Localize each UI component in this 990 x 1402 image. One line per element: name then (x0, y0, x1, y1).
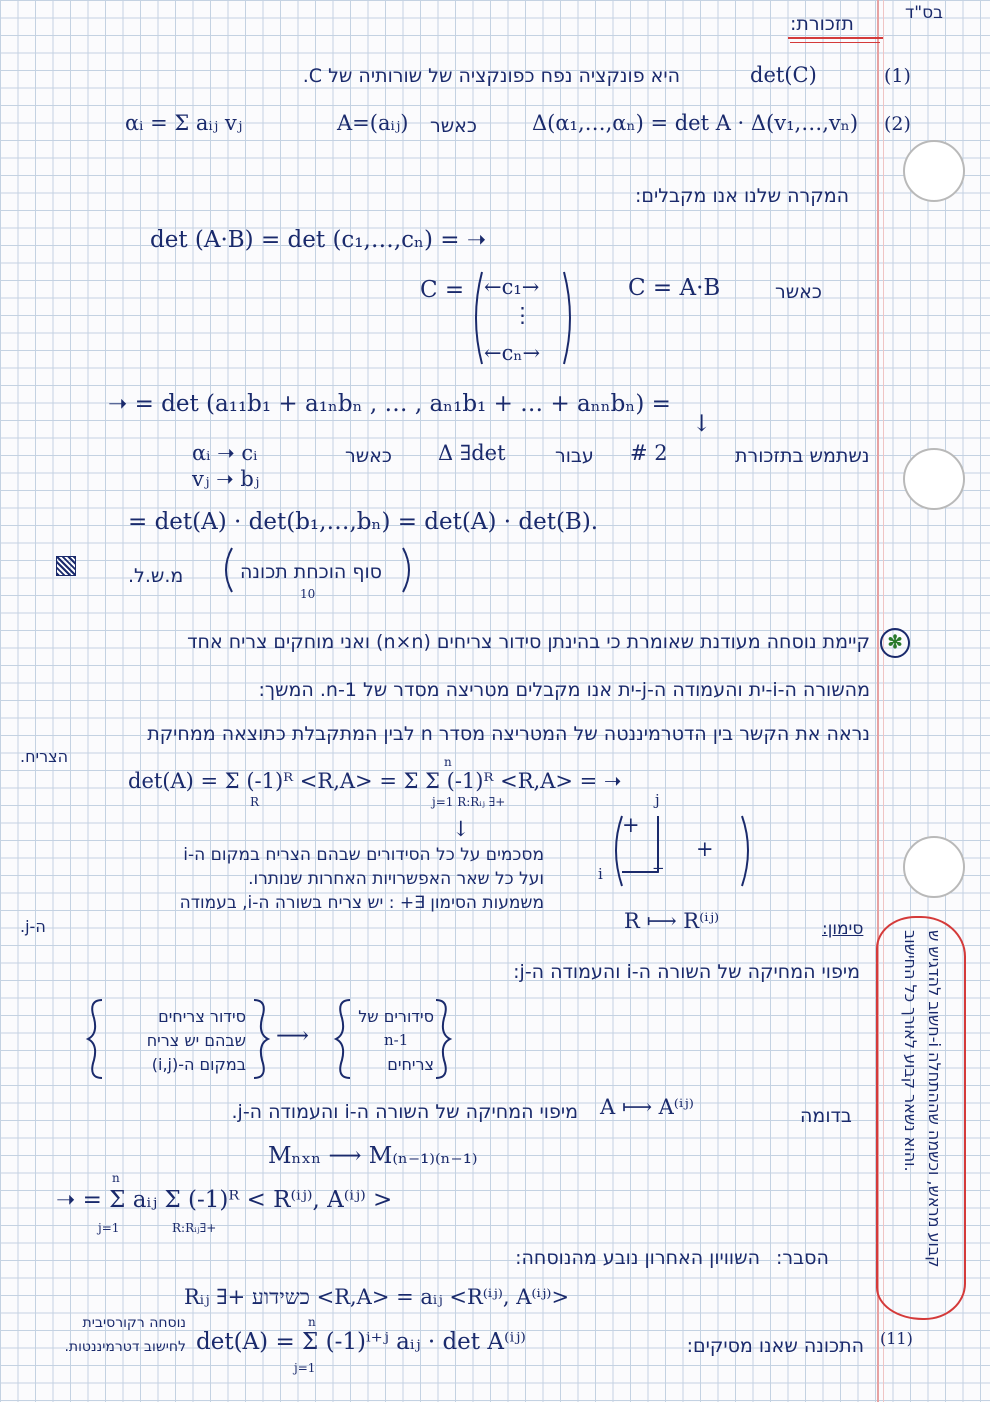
math-expression: det(C) (750, 63, 817, 87)
sum-subscript: R:Rᵢⱼ∃+ (172, 1221, 217, 1235)
paragraph-line: נראה את הקשר בין הדטרמיננטה של המטריצה מסדר n לבין המתקבלת כתוצאה ממחיקת (147, 723, 870, 745)
case-intro: המקרה שלנו אנו מקבלים: (635, 185, 850, 207)
notation-map: R ⟼ R⁽ⁱʲ⁾ (624, 909, 720, 933)
explanation-line: ה-j. (20, 917, 46, 936)
set-right-line: n-1 (384, 1031, 409, 1049)
item-number: (1) (884, 65, 911, 87)
matrix-index: j (655, 791, 660, 809)
paragraph-line: הצריח. (20, 747, 69, 766)
matrix-lhs: C = (420, 277, 465, 303)
reference: # 2 (630, 441, 668, 465)
down-arrow: ↓ (692, 411, 712, 437)
end-proof-number: 10 (300, 587, 316, 601)
explanation-line: משמעות הסימון ∃+ : יש צריח בשורה ה-i, בעמודה (179, 893, 544, 913)
item-text: התכונה שאנו מסיקים: (686, 1335, 864, 1357)
similar-label: בדומה (800, 1105, 852, 1127)
set-arrow: ⟶ (276, 1023, 309, 1049)
mapping: vⱼ ➝ bⱼ (192, 467, 260, 491)
sum-subscript: j=1 (294, 1361, 316, 1375)
sum-superscript: n (308, 1315, 316, 1329)
matrix-row: ←c₁→ (484, 275, 540, 299)
paragraph-line: מהשורה ה-i-ית והעמודה ה-j-ית אנו מקבלים מטריצה מסדר של n-1. המשך: (258, 679, 870, 701)
matrix-row: ←cₙ→ (484, 341, 541, 365)
matrix-sign: + (622, 813, 640, 837)
qed-text: מ.ש.ל. (128, 565, 184, 587)
down-arrow: ↓ (452, 817, 470, 841)
recursive-note: נוסחה רקורסיבית (82, 1315, 186, 1331)
text-use-reminder: נשתמש בתזכורת (735, 445, 870, 467)
math-formula: Δ(α₁,…,αₙ) = det A · Δ(v₁,…,vₙ) (532, 111, 859, 135)
paragraph-line: קיימת נוסחה מעודנת שאומרת כי בהינתן סידור צריחים (n×n) ואני מוחקים צריח אחד (187, 631, 870, 653)
connector-word: כאשר (430, 115, 477, 137)
equation: ➝ = det (a₁₁b₁ + a₁ₙbₙ , … , aₙ₁b₁ + … + aₙₙbₙ) = (108, 391, 671, 417)
equation: det(A) = Σ (-1)ᴿ <R,A> = Σ Σ (-1)ᴿ <R,A> = ➝ (128, 769, 622, 793)
explain-label: הסבר: (776, 1247, 829, 1269)
math-definition: C = A·B (628, 275, 721, 301)
heading-underline (788, 37, 883, 39)
item-number: (2) (884, 113, 911, 135)
mapping: αᵢ ➝ cᵢ (192, 441, 258, 465)
sum-superscript: n (112, 1171, 120, 1185)
equation: Rᵢⱼ ∃+ כשידוע <R,A> = aᵢⱼ <R⁽ⁱʲ⁾, A⁽ⁱʲ⁾> (184, 1285, 570, 1309)
qed-box-icon (56, 556, 76, 576)
sum-subscript: j=1 R:Rᵢⱼ ∃+ (432, 795, 506, 809)
notation-label: סימון: (822, 919, 864, 939)
similar-text: מיפוי המחיקה של השורה ה-i והעמודה ה-j. (231, 1101, 578, 1123)
binder-hole (903, 836, 965, 898)
set-left-line: שבהם יש צריח (146, 1031, 246, 1050)
equation: ➝ = Σ aᵢⱼ Σ (-1)ᴿ < R⁽ⁱʲ⁾, A⁽ⁱʲ⁾ > (56, 1187, 393, 1213)
explain-text: השוויון האחרון נובע מהנוסחה: (515, 1247, 760, 1269)
item-number: (11) (880, 1329, 913, 1348)
set-left-line: סידור צריחים (158, 1007, 246, 1026)
set-right-line: סידורים של (358, 1007, 434, 1026)
binder-hole (903, 140, 965, 202)
margin-note-text: חשוב להדגיש ש-i קבוע מראש, וכשמה שההתחלה והוא נשאר קבוע לאורך כל החישוב. (901, 930, 944, 1268)
set-right-line: צריחים (387, 1055, 434, 1074)
heading-underline (790, 42, 880, 43)
item-text: היא פונקציה נפח כפונקציה של שורותיה של C. (302, 65, 680, 87)
math-symbol: Δ ∃det (438, 441, 506, 465)
math-definition: αᵢ = Σ aᵢⱼ vⱼ (125, 111, 243, 135)
star-icon: ✻ (880, 628, 910, 658)
explanation-line: ועל כל שאר האפשרויות האחרות שנותרו. (248, 869, 544, 889)
text-for: עבור (555, 445, 594, 467)
equation: det (A·B) = det (c₁,…,cₙ) = ➝ (150, 227, 487, 253)
matrix-sign: + (652, 859, 665, 877)
connector-word: כאשר (345, 445, 392, 467)
sum-subscript: R (250, 795, 260, 809)
binder-hole (903, 448, 965, 510)
math-definition: A=(aᵢⱼ) (337, 111, 409, 135)
heading-reminder: תזכורת: (790, 13, 854, 35)
equation: = det(A) · det(b₁,…,bₙ) = det(A) · det(B). (128, 509, 599, 535)
matrix-sign: + (696, 837, 714, 861)
set-left-line: במקום ה-(i,j) (151, 1055, 246, 1074)
page-label: בס"ד (905, 3, 943, 23)
size-map: Mₙₓₙ ⟶ M₍ₙ₋₁₎₍ₙ₋₁₎ (268, 1143, 478, 1169)
equation: det(A) = Σ (-1)ⁱ⁺ʲ aᵢⱼ · det A⁽ⁱʲ⁾ (196, 1329, 526, 1355)
end-proof-text: סוף הוכחת תכונה (240, 561, 383, 583)
sum-superscript: n (444, 755, 452, 769)
matrix-index: i (598, 865, 603, 883)
matrix-dots: ⋮ (512, 303, 533, 327)
explanation-line: מסכמים על כל הסידורים שבהם הצריח במקום ה-i (183, 845, 544, 865)
connector-word: כאשר (775, 281, 822, 303)
sum-subscript: j=1 (98, 1221, 120, 1235)
deletion-map-text: מיפוי המחיקה של השורה ה-i והעמודה ה-j: (513, 961, 860, 983)
recursive-note: לחישוב דטרמיננטות. (64, 1339, 186, 1355)
similar-map: A ⟼ A⁽ⁱʲ⁾ (600, 1095, 694, 1119)
